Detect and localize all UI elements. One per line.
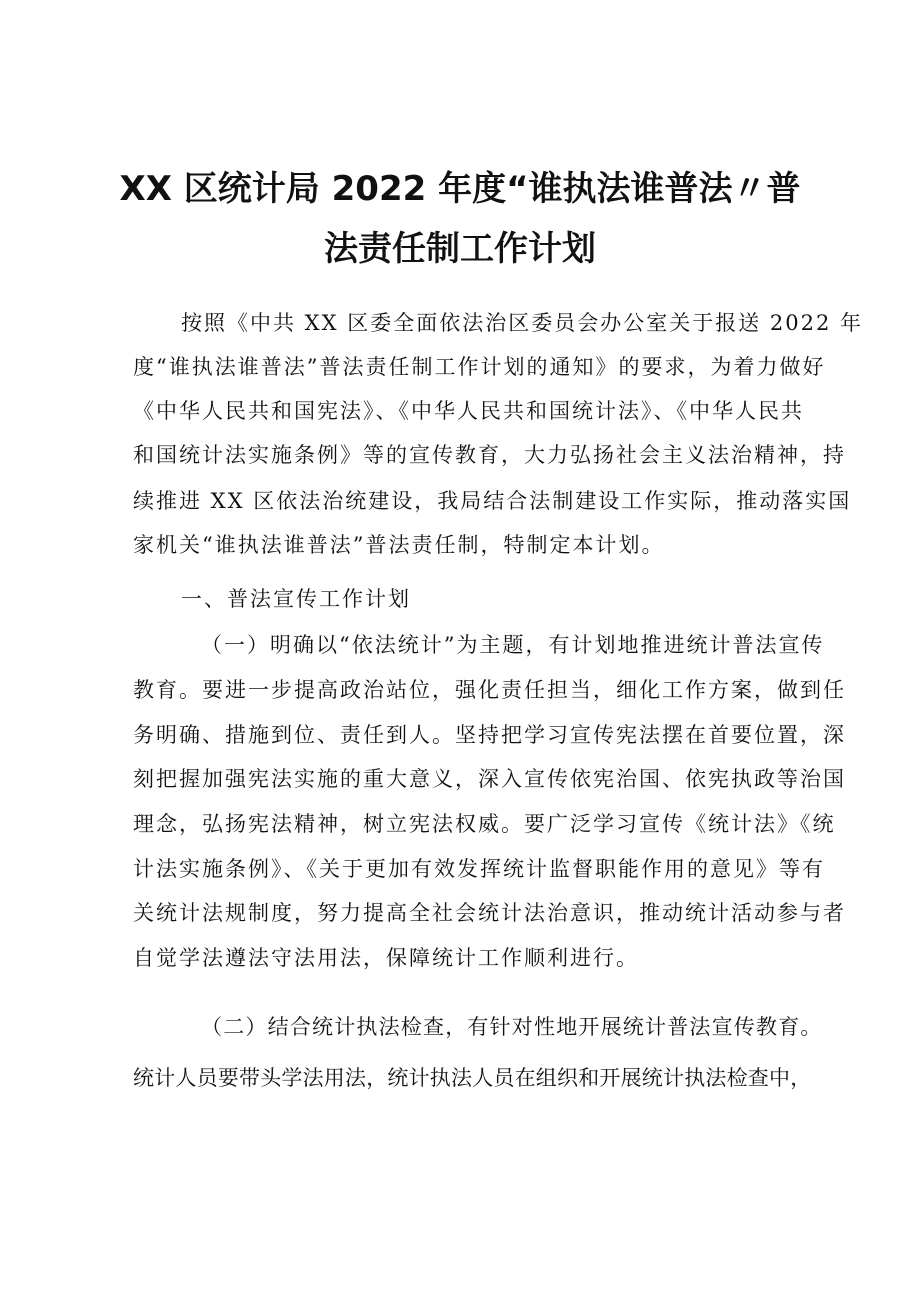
item1-line: 刻把握加强宪法实施的重大意义，深入宣传依宪治国、依宪执政等治国 bbox=[133, 767, 846, 791]
item2-line: 统计人员要带头学法用法，统计执法人员在组织和开展统计执法检查中， bbox=[133, 1066, 812, 1090]
document-title-line-2: 法责任制工作计划 bbox=[324, 229, 596, 269]
intro-line: 按照《中共 XX 区委全面依法治区委员会办公室关于报送 2022 年 bbox=[181, 311, 864, 335]
intro-line: 和国统计法实施条例》等的宣传教育，大力弘扬社会主义法治精神，持 bbox=[133, 443, 846, 467]
item2-line: （二）结合统计执法检查，有针对性地开展统计普法宣传教育。 bbox=[201, 1015, 823, 1039]
intro-line: 《中华人民共和国宪法》、《中华人民共和国统计法》、《中华人民共 bbox=[133, 399, 804, 423]
item1-line: （一）明确以“依法统计”为主题，有计划地推进统计普法宣传 bbox=[201, 633, 825, 657]
intro-line: 度“谁执法谁普法”普法责任制工作计划的通知》的要求，为着力做好 bbox=[133, 355, 826, 379]
item1-line: 务明确、措施到位、责任到人。坚持把学习宣传宪法摆在首要位置，深 bbox=[133, 723, 846, 747]
item1-line: 理念，弘扬宪法精神，树立宪法权威。要广泛学习宣传《统计法》《统 bbox=[133, 812, 836, 836]
document-title-line-1: XX 区统计局 2022 年度“谁执法谁普法〃普 bbox=[119, 169, 801, 209]
item1-line: 教育。要进一步提高政治站位，强化责任担当，细化工作方案，做到任 bbox=[133, 678, 846, 702]
intro-line: 续推进 XX 区依法治统建设，我局结合法制建设工作实际，推动落实国 bbox=[133, 489, 852, 513]
intro-line: 家机关“谁执法谁普法”普法责任制，特制定本计划。 bbox=[133, 533, 665, 557]
item1-line: 自觉学法遵法守法用法，保障统计工作顺利进行。 bbox=[133, 946, 639, 970]
item1-line: 计法实施条例》、《关于更加有效发挥统计监督职能作用的意见》等有 bbox=[133, 857, 825, 881]
section-heading: 一、普法宣传工作计划 bbox=[181, 587, 411, 611]
item1-line: 关统计法规制度，努力提高全社会统计法治意识，推动统计活动参与者 bbox=[133, 901, 846, 925]
